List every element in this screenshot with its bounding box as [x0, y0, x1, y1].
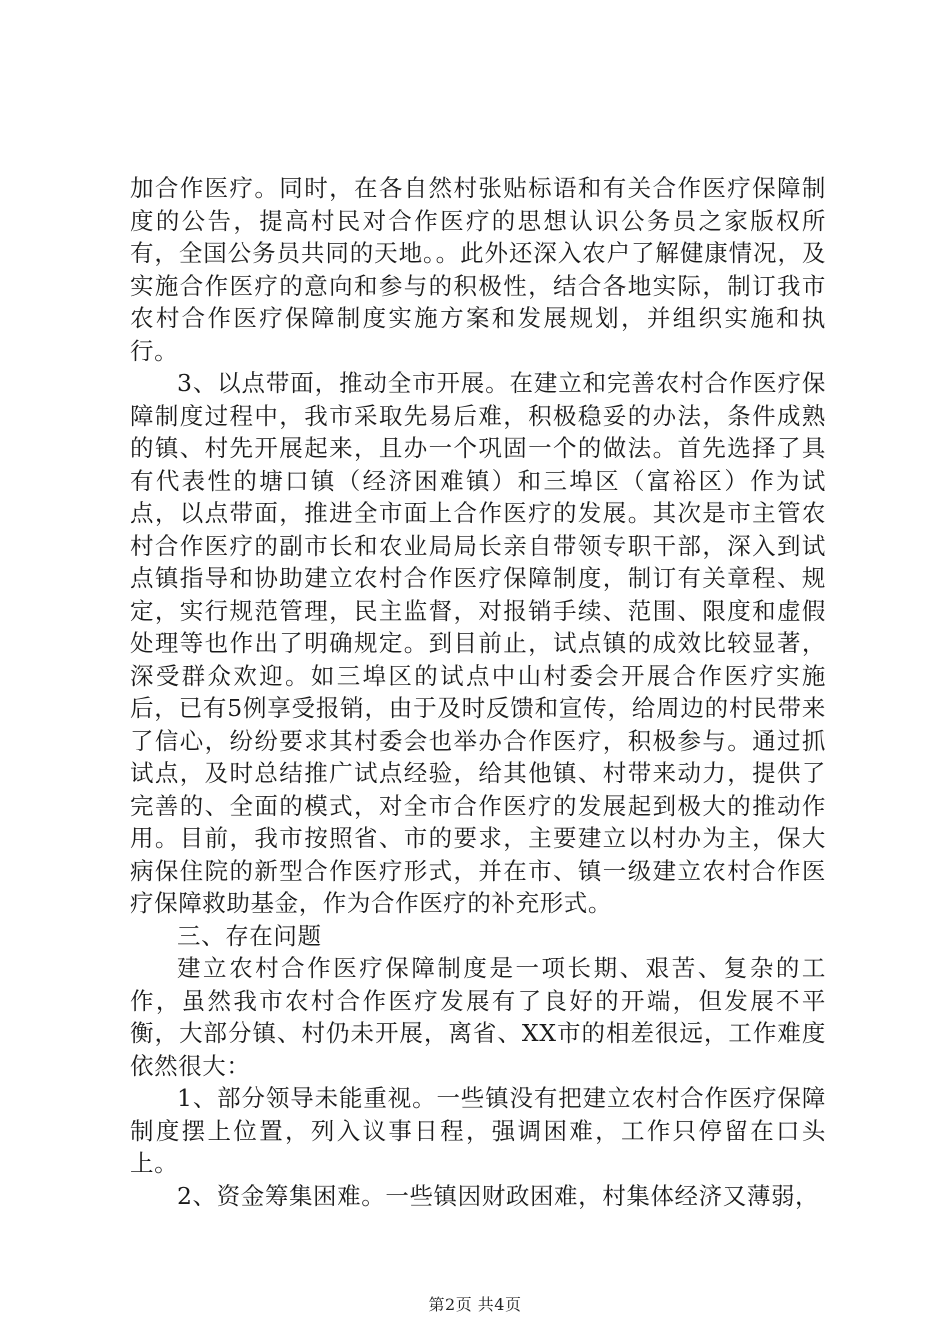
paragraph-problem-1: 1、部分领导未能重视。一些镇没有把建立农村合作医疗保障制度摆上位置，列入议事日程，强调困难，工作只停留在口头上。 — [130, 1084, 826, 1177]
paragraph-continuation: 加合作医疗。同时，在各自然村张贴标语和有关合作医疗保障制度的公告，提高村民对合作医疗的思想认识公务员之家版权所有，全国公务员共同的天地。。此外还深入农户了解健康情况，及实施合作医疗的意向和参与的积极性，结合各地实际，制订我市农村合作医疗保障制度实施方案和发展规划，并组织实施和执行。 — [130, 174, 826, 365]
paragraph-problem-2: 2、资金筹集困难。一些镇因财政困难，村集体经济又薄弱， — [177, 1181, 820, 1210]
paragraph-point-3: 3、以点带面，推动全市开展。在建立和完善农村合作医疗保障制度过程中，我市采取先易后难，积极稳妥的办法，条件成熟的镇、村先开展起来，且办一个巩固一个的做法。首先选择了具有代表性的塘口镇（经济困难镇）和三埠区（富裕区）作为试点，以点带面，推进全市面上合作医疗的发展。其次是市主管农村合作医疗的副市长和农业局局长亲自带领专职干部，深入到试点镇指导和协助建立农村合作医疗保障制度，制订有关章程、规定，实行规范管理，民主监督，对报销手续、范围、限度和虚假处理等也作出了明确规定。到目前止，试点镇的成效比较显著，深受群众欢迎。如三埠区的试点中山村委会开展合作医疗实施后，已有5例享受报销，由于及时反馈和宣传，给周边的村民带来了信心，纷纷要求其村委会也举办合作医疗，积极参与。通过抓试点，及时总结推广试点经验，给其他镇、村带来动力，提供了完善的、全面的模式，对全市合作医疗的发展起到极大的推动作用。目前，我市按照省、市的要求，主要建立以村办为主，保大病保住院的新型合作医疗形式，并在市、镇一级建立农村合作医疗保障救助基金，作为合作医疗的补充形式。 — [130, 369, 826, 917]
page-number-footer: 第2页 共4页 — [428, 1295, 522, 1314]
paragraph-problems-intro: 建立农村合作医疗保障制度是一项长期、艰苦、复杂的工作，虽然我市农村合作医疗发展有了良好的开端，但发展不平衡，大部分镇、村仍未开展，离省、XX市的相差很远，工作难度依然很大： — [130, 954, 826, 1080]
document-body — [130, 172, 826, 1212]
section-heading-problems: 三、存在问题 — [177, 921, 322, 950]
